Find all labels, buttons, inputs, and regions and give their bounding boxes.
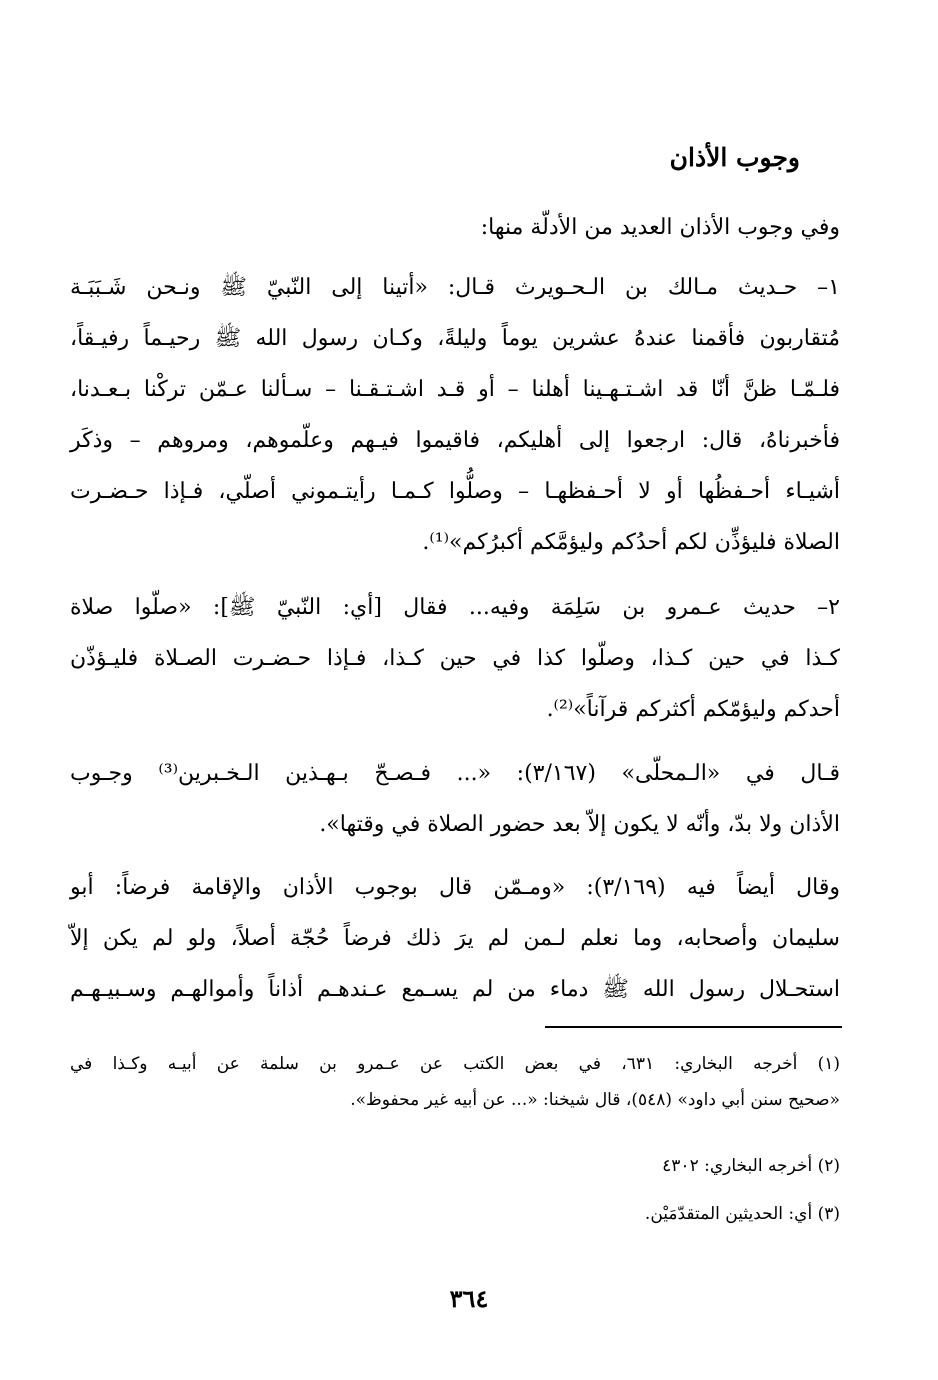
hadith-2-paragraph <box>70 582 840 735</box>
section-heading: وجوب الأذان <box>669 143 800 172</box>
text-line: قـال في «الـمحلّى» (٣/١٦٧): «... فـصـحّ بـهـذين الـخـبرين⁽³⁾ وجـوب <box>70 761 840 786</box>
text-line: سليمان وأصحابه، وما نعلم لـمن لم يرَ ذلك فرضاً حُجّة أصلاً، ولو لم يكن إلاّ <box>70 926 840 951</box>
page-number: ٣٦٤ <box>449 1284 489 1313</box>
text-line: ١– حـديث مـالك بن الـحـويرث قـال: «أتينا إلى النّبيّ ﷺ ونـحن شَـبَبَـة <box>70 275 840 300</box>
footnote-line: (١) أخرجه البخاري: ٦٣١، في بعض الكتب عن عـمرو بن سلمة عن أبيـه وكـذا في <box>70 1054 840 1074</box>
text-line: فلـمّـا ظنَّ أنّا قد اشـتـهـينا أهلنا – أو قـد اشـتـقـنا – سـألنا عـمّن تركْنا بـعـدنا، <box>70 377 840 402</box>
text-line: وفي وجوب الأذان العديد من الأدلّة منها: <box>480 215 840 240</box>
text-line: فأخبرناهُ، قال: ارجعوا إلى أهليكم، فاقيموا فيـهم وعلّموهم، ومروهم – وذكَر <box>70 428 840 453</box>
text-line: مُتقاربون فأقمنا عندهُ عشرين يوماً وليلةً، وكـان رسول الله ﷺ رحيـماً رفيـقاً، <box>70 326 840 351</box>
muhalla-quote-2-paragraph <box>70 862 840 1015</box>
text-line: الأذان ولا بدّ، وأنّه لا يكون إلاّ بعد حضور الصلاة في وقتها». <box>319 812 840 837</box>
muhalla-quote-paragraph <box>70 748 840 850</box>
footnote-1 <box>70 1046 840 1118</box>
text-line: أشيـاء أحـفظُها أو لا أحـفظهـا – وصلُّوا كـمـا رأيتـموني أصلّي، فـإذا حـضـرت <box>70 479 840 504</box>
text-line: ٢– حديث عـمرو بن سَلِمَة وفيه... فقال [أي: النّبيّ ﷺ]: «صلّوا صلاة <box>70 595 840 620</box>
text-line: استحـلال رسول الله ﷺ دماء من لم يسـمع عـندهـم أذاناً وأموالهـم وسـبيـهـم <box>70 977 840 1002</box>
footnote-line: (٢) أخرجه البخاري: ٤٣٠٢ <box>662 1156 840 1176</box>
intro-paragraph <box>70 202 840 253</box>
text-line: وقال أيضاً فيه (٣/١٦٩): «ومـمّن قال بوجوب الأذان والإقامة فرضاً: أبو <box>70 875 841 900</box>
footnote-divider <box>545 1026 842 1028</box>
footnote-line: «صحيح سنن أبي داود» (٥٤٨)، قال شيخنا: «... عن أبيه غير محفوظ». <box>350 1090 840 1110</box>
text-line: أحدكم وليؤمّكم أكثركم قرآناً»⁽²⁾. <box>546 697 840 722</box>
hadith-1-paragraph <box>70 262 840 568</box>
text-line: الصلاة فليؤذِّن لكم أحدُكم وليؤمَّكم أكبرُكم»⁽¹⁾. <box>422 530 840 555</box>
footnote-line: (٣) أي: الحديثين المتقدّمَيْن. <box>644 1204 840 1224</box>
text-line: كـذا في حين كـذا، وصلّوا كذا في حين كـذا، فـإذا حـضـرت الصـلاة فليـؤذّن <box>70 646 840 671</box>
footnote-2 <box>70 1148 840 1184</box>
footnote-3 <box>70 1196 840 1232</box>
